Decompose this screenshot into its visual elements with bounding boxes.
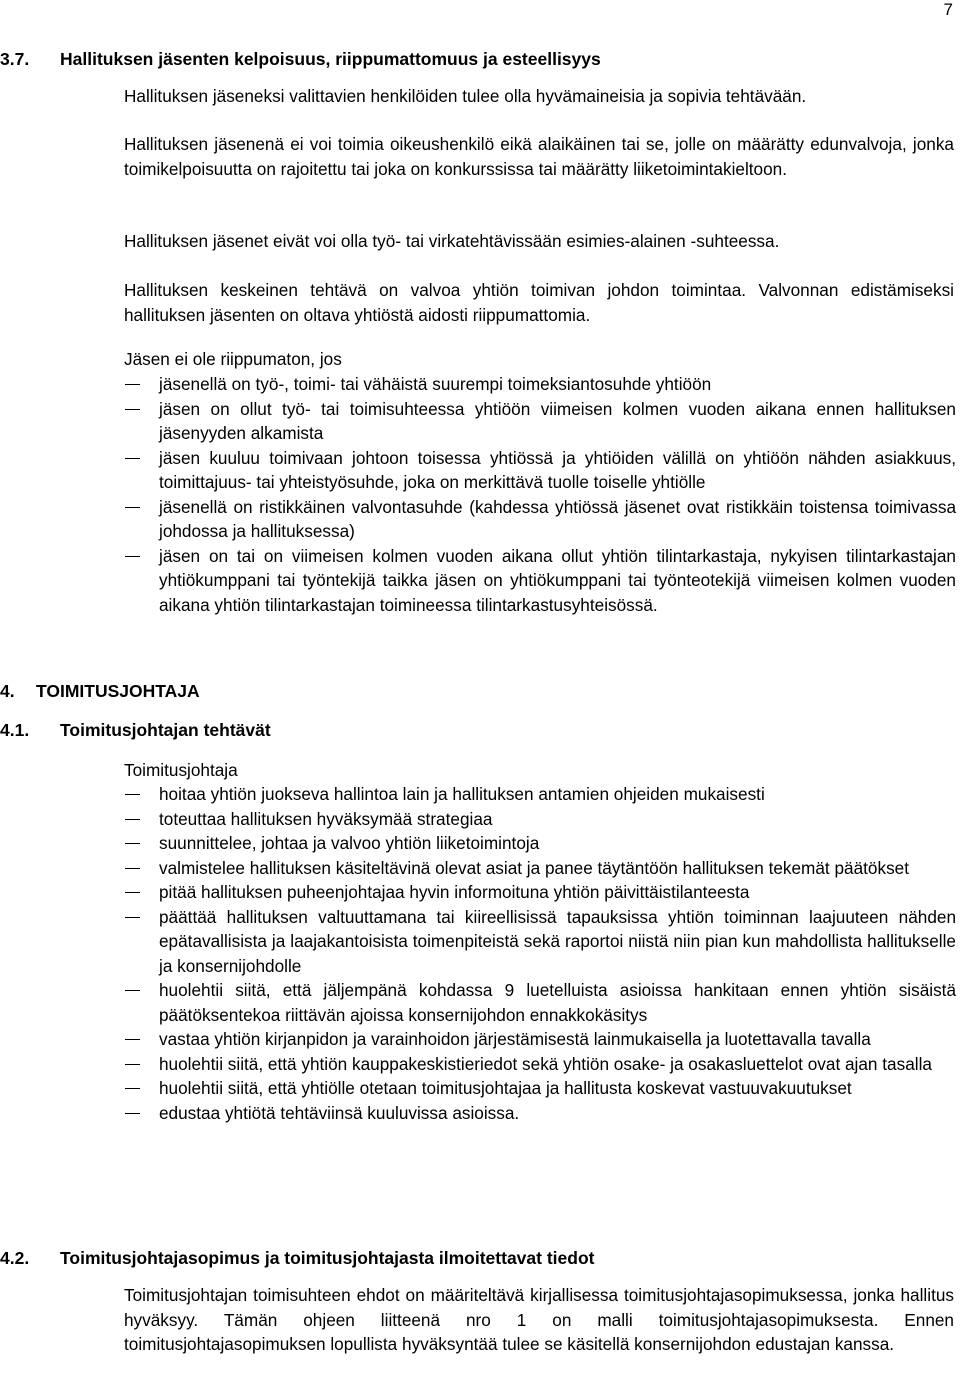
list-intro: Jäsen ei ole riippumaton, jos: [124, 349, 342, 369]
list-item: vastaa yhtiön kirjanpidon ja varainhoidon järjestämisestä lainmukaisella ja luotettavalla tavalla: [159, 1029, 871, 1049]
list-item: valmistelee hallituksen käsiteltävinä olevat asiat ja panee täytäntöön hallituksen tekemät päätökset: [159, 857, 910, 878]
list-item: huolehtii siitä, että jäljempänä kohdassa 9 luetelluista asioissa hankitaan ennen yhtiön sisäistä päätöksentekoa riittävän ajoissa konsernijohdon ennakkokäsitys: [159, 980, 956, 1025]
ceo-duties-list: [124, 782, 956, 1125]
list-item: hoitaa yhtiön juokseva hallintoa lain ja hallituksen antamien ohjeiden mukaisesti: [159, 784, 765, 804]
section-number: 4.1.: [0, 720, 30, 740]
paragraph: Hallituksen jäsenenä ei voi toimia oikeushenkilö eikä alaikäinen tai se, jolle on määrätty edunvalvoja, jonka toimikelpoisuutta on rajoitettu tai joka on konkurssissa tai määrätty liiketoimintakieltoon.: [124, 134, 954, 179]
paragraph: Toimitusjohtajan toimisuhteen ehdot on määriteltävä kirjallisessa toimitusjohtajasopimuksessa, jonka hallitus hyväksyy. Tämän ohjeen liitteenä nro 1 on malli toimitusjohtajasopimuksesta. Ennen toimitusjohtajasopimuksen lopullista hyväksyntää tulee se käsitellä konsernijohdon edustajan kanssa.: [124, 1285, 954, 1354]
list-item: pitää hallituksen puheenjohtajaa hyvin informoituna yhtiön päivittäistilanteesta: [159, 882, 750, 902]
list-intro: Toimitusjohtaja: [124, 760, 238, 780]
section-title: TOIMITUSJOHTAJA: [36, 681, 200, 701]
paragraph: Hallituksen jäsenet eivät voi olla työ- tai virkatehtävissään esimies-alainen -suhteessa.: [124, 231, 780, 251]
list-item: jäsen on ollut työ- tai toimisuhteessa yhtiöön viimeisen kolmen vuoden aikana ennen hallituksen jäsenyyden alkamista: [159, 398, 956, 443]
section-title: Toimitusjohtajasopimus ja toimitusjohtajasta ilmoitettavat tiedot: [60, 1248, 595, 1268]
section-number: 4.2.: [0, 1248, 30, 1268]
list-item: jäsenellä on ristikkäinen valvontasuhde (kahdessa yhtiössä jäsenet ovat ristikkäin toistensa toimivassa johdossa ja hallituksessa): [159, 496, 956, 541]
list-item: jäsen kuuluu toimivaan johtoon toisessa yhtiössä ja yhtiöiden välillä on yhtiöön nähden asiakkuus, toimittajuus- tai yhteistyösuhde, joka on merkittävä tuolle toiselle yhtiölle: [159, 447, 956, 492]
list-item: huolehtii siitä, että yhtiölle otetaan toimitusjohtajaa ja hallitusta koskevat vastuuvakuutukset: [159, 1078, 852, 1098]
paragraph: Hallituksen jäseneksi valittavien henkilöiden tulee olla hyvämaineisia ja sopivia tehtävään.: [124, 86, 807, 106]
list-item: toteuttaa hallituksen hyväksymää strategiaa: [159, 808, 493, 829]
section-number: 3.7.: [0, 49, 30, 69]
list-item: suunnittelee, johtaa ja valvoo yhtiön liiketoimintoja: [159, 833, 540, 853]
list-item: edustaa yhtiötä tehtäviinsä kuuluvissa asioissa.: [159, 1102, 520, 1123]
paragraph: Hallituksen keskeinen tehtävä on valvoa yhtiön toimivan johdon toimintaa. Valvonnan edistämiseksi hallituksen jäsenten on oltava yhtiöstä aidosti riippumattomia.: [124, 280, 954, 325]
list-item: huolehtii siitä, että yhtiön kauppakeskistieriedot sekä yhtiön osake- ja osakasluettelot ovat ajan tasalla: [159, 1053, 932, 1074]
list-item: jäsenellä on työ-, toimi- tai vähäistä suurempi toimeksiantosuhde yhtiöön: [159, 374, 712, 394]
section-title: Toimitusjohtajan tehtävät: [60, 720, 271, 740]
list-item: jäsen on tai on viimeisen kolmen vuoden aikana ollut yhtiön tilintarkastaja, nykyisen tilintarkastajan yhtiökumppani tai työntekijä taikka jäsen on yhtiökumppani tai työnteotekijä viimeisen kolmen vuoden aikana yhtiön tilintarkastajan toimineessa tilintarkastusyhteisössä.: [159, 545, 956, 615]
independence-criteria-list: [124, 372, 956, 617]
page-number: 7: [943, 0, 953, 19]
section-number: 4.: [0, 681, 15, 701]
section-title: Hallituksen jäsenten kelpoisuus, riippumattomuus ja esteellisyys: [60, 49, 601, 69]
list-item: päättää hallituksen valtuuttamana tai kiireellisissä tapauksissa yhtiön toiminnan laajuuteen nähden epätavallisista ja laajakantoisista toimenpiteistä sekä raportoi niistä niin pian kun mahdollista hallitukselle ja konsernijohdolle: [159, 906, 956, 976]
